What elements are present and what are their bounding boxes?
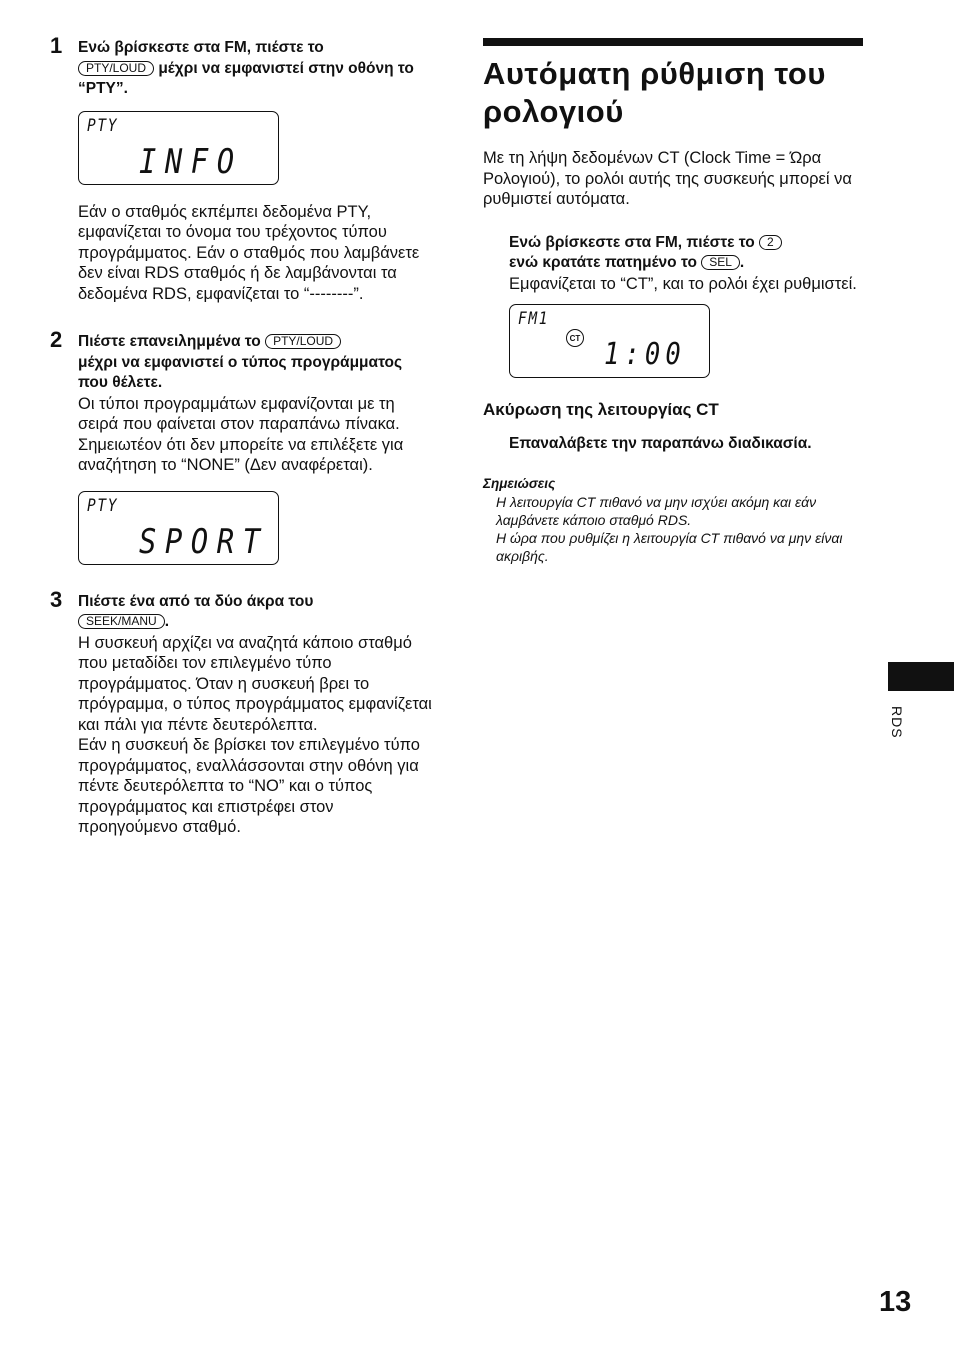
display-illustration — [78, 491, 279, 565]
intro-text: Με τη λήψη δεδομένων CT (Clock Time = Ώρα Ρολογιού), το ρολόι αυτής της συσκευής μπορεί να ρυθμιστεί αυτόματα. — [483, 149, 852, 208]
display-illustration — [509, 304, 710, 378]
step-number: 3 — [50, 586, 63, 612]
section-label: RDS — [889, 706, 905, 739]
pty-loud-key: PTY/LOUD — [78, 61, 154, 76]
display-main-text: INFO — [139, 141, 243, 182]
step-1 — [50, 33, 435, 304]
step-instruction: Πιέστε ένα από τα δύο άκρα του SEEK/MANU . — [78, 592, 314, 630]
display-main-text: 1:00 — [604, 337, 686, 372]
pty-loud-key: PTY/LOUD — [265, 334, 341, 349]
title-rule — [483, 38, 863, 46]
step-description: Εάν η συσκευή δε βρίσκει τον επιλεγμένο τύπο προγράμματος, εναλλάσσονται στην οθόνη για πέντε δευτερόλεπτα το “NO” και ο τύπος προγράμματος και επιστρέφει στον προηγούμενο σταθμό. — [78, 736, 420, 836]
step-instruction: Πιέστε επανειλημμένα το PTY/LOUD μέχρι να εμφανιστεί ο τύπος προγράμματος που θέλετε. — [78, 333, 403, 391]
left-column — [50, 33, 435, 838]
step-3 — [50, 586, 435, 838]
step-number: 1 — [50, 33, 63, 58]
note-item: Η λειτουργία CT πιθανό να μην ισχύει ακόμη και εάν λαμβάνετε κάποιο σταθμό RDS. — [496, 493, 817, 528]
procedure-instruction: Ενώ βρίσκεστε στα FM, πιέστε το 2 ενώ κρατάτε πατημένο το SEL . — [509, 233, 865, 274]
step-description: Εάν ο σταθμός εκπέμπει δεδομένα PTY, εμφανίζεται το όνομα του τρέχοντος τύπου προγράμματος. Εάν ο σταθμός που λαμβάνετε δεν είναι RDS σταθμός ή δε λαμβάνονται τα δεδομένα RDS, εμφανίζεται το “--------”. — [78, 202, 420, 303]
right-column — [483, 38, 865, 565]
display-top-text: PTY — [87, 495, 119, 516]
cancel-heading: Ακύρωση της λειτουργίας CT — [483, 400, 719, 419]
step-instruction: Ενώ βρίσκεστε στα FM, πιέστε το PTY/LOUD μέχρι να εμφανιστεί στην οθόνη το “PTY”. — [78, 39, 414, 97]
sel-key: SEL — [701, 255, 740, 270]
procedure-result: Εμφανίζεται το “CT”, και το ρολόι έχει ρυθμιστεί. — [509, 274, 857, 293]
step-number: 2 — [50, 327, 63, 352]
note-item: Η ώρα που ρυθμίζει η λειτουργία CT πιθανό να μην είναι ακριβής. — [496, 529, 843, 564]
cancel-text: Επαναλάβετε την παραπάνω διαδικασία. — [509, 435, 812, 452]
page-number: 13 — [879, 1286, 912, 1318]
step-description: Οι τύποι προγραμμάτων εμφανίζονται με τη σειρά που φαίνεται στον παραπάνω πίνακα. Σημειωτέον ότι δεν μπορείτε να επιλέξετε για αναζήτηση το “NONE” (Δεν αναφέρεται). — [78, 394, 404, 474]
display-top-text: PTY — [87, 115, 119, 136]
page-title: Αυτόματη ρύθμιση του ρολογιού — [483, 56, 826, 129]
ct-procedure — [483, 233, 865, 379]
display-top-text: FM1 — [518, 309, 550, 329]
notes-heading: Σημειώσεις — [483, 475, 556, 491]
display-main-text: SPORT — [139, 521, 269, 562]
ct-indicator-icon: CT — [566, 329, 584, 347]
display-illustration — [78, 111, 279, 185]
section-tab-marker — [888, 662, 954, 691]
step-description: Η συσκευή αρχίζει να αναζητά κάποιο σταθμό που μεταδίδει τον επιλεγμένο τύπο προγράμματος. Όταν η συσκευή βρει το πρόγραμμα, ο τύπος προγράμματος εμφανίζεται και πάλι για πέντε δευτερόλεπτα. — [78, 633, 432, 734]
step-2 — [50, 327, 435, 565]
key-2: 2 — [759, 235, 782, 250]
seek-manu-key: SEEK/MANU — [78, 614, 165, 629]
